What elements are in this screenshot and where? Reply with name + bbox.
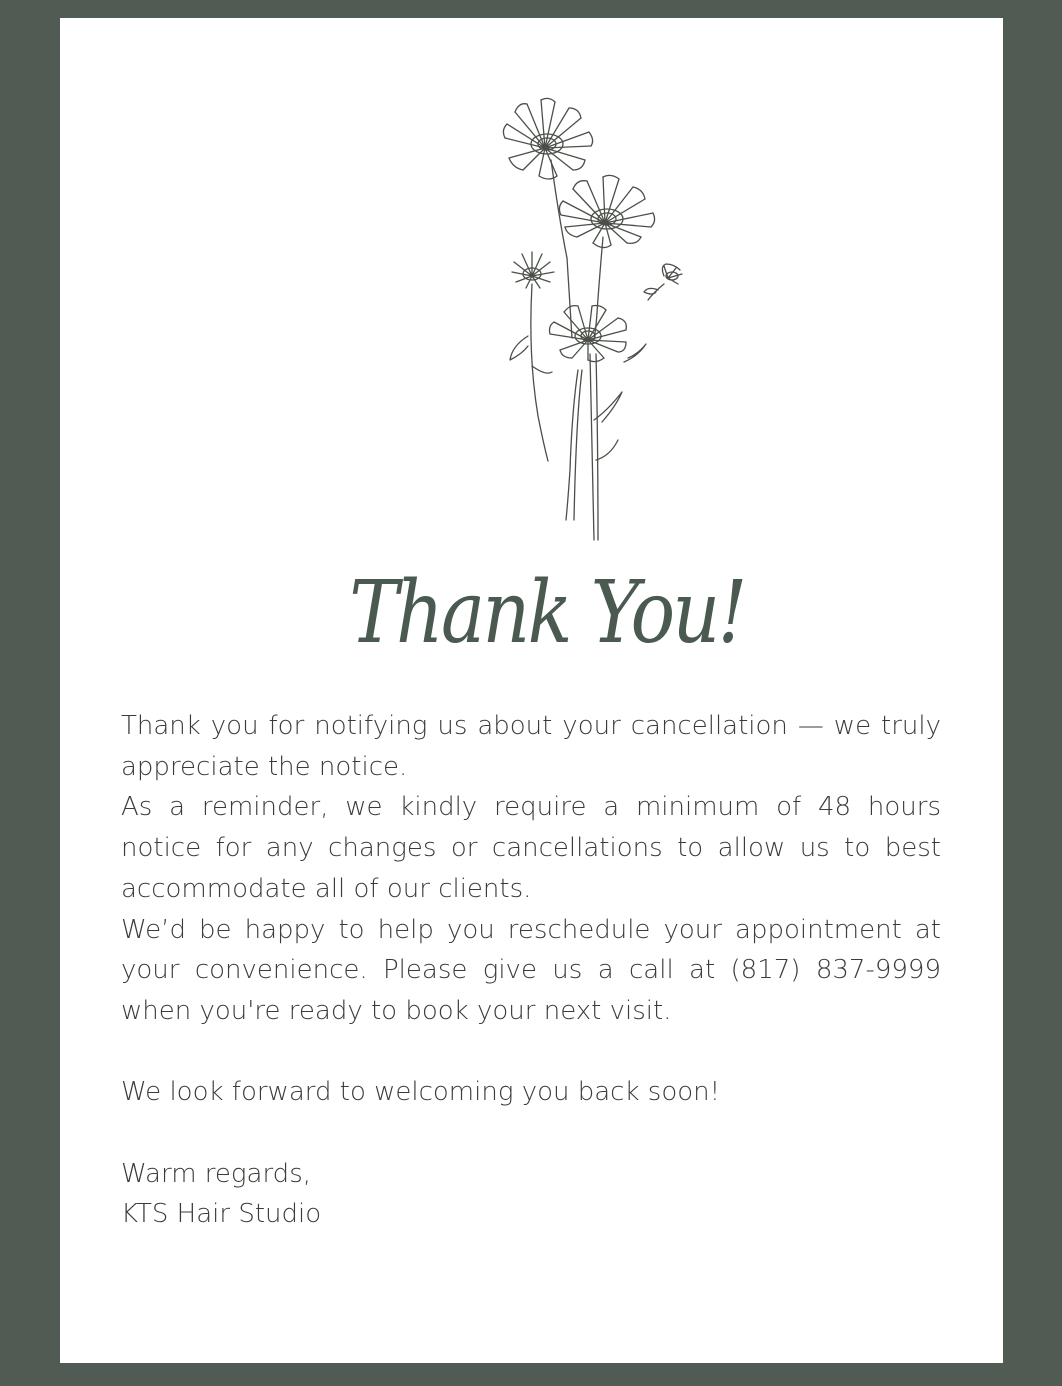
spacer xyxy=(121,1032,941,1073)
paragraph-reschedule: We’d be happy to help you reschedule your appointment at your convenience. Please give us a call at (817) 837-9999 when you're ready to book your next visit. xyxy=(121,914,941,1026)
sign-off: Warm regards, xyxy=(121,1158,311,1189)
paragraph-cancellation-notice: Thank you for notifying us about your cancellation — we truly appreciate the notice. xyxy=(121,711,941,782)
daisy-flowers-illustration-icon xyxy=(460,78,720,558)
spacer xyxy=(121,1113,941,1154)
thank-you-heading: Thank You! xyxy=(349,563,745,663)
closing-line: We look forward to welcoming you back soon! xyxy=(121,1077,721,1108)
letter-card xyxy=(60,18,1003,1363)
letter-body xyxy=(121,706,941,1235)
paragraph-notice-policy: As a reminder, we kindly require a minimum of 48 hours notice for any changes or cancellations to allow us to best accommodate all of our clients. xyxy=(121,792,941,904)
signature: KTS Hair Studio xyxy=(121,1199,322,1230)
